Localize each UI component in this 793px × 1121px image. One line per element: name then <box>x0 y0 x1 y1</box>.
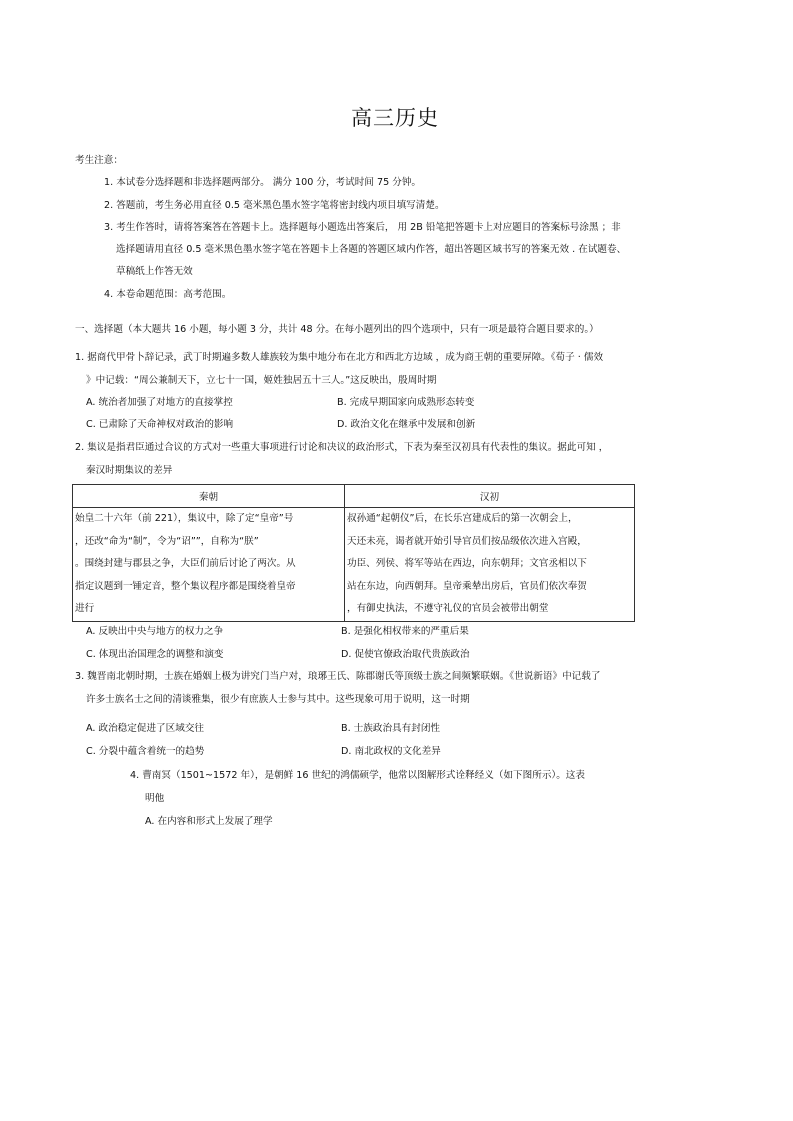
table-line: 。围绕封建与郡县之争，大臣们前后讨论了两次。从 <box>75 558 296 569</box>
option-1c: C. 已肃除了天命神权对政治的影响 <box>86 419 234 430</box>
notice-item: 1. 本试卷分选择题和非选择题两部分。 满分 100 分，考试时间 75 分钟。 <box>104 177 422 188</box>
notice-item: 选择题请用直径 0.5 毫米黑色墨水签字笔在答题卡上各题的答题区域内作答，超出答题区域书写的答案无效 . 在试题卷、 <box>116 244 627 255</box>
table-line: 进行 <box>75 603 95 614</box>
table-header-qin: 秦朝 <box>73 485 345 508</box>
page-title: 高三历史 <box>351 106 439 130</box>
table-line: ，有御史执法，不遵守礼仪的官员会被带出朝堂 <box>347 603 549 614</box>
table-line: 天还未亮，谒者就开始引导官员们按品级依次进入宫殿， <box>347 535 587 547</box>
table-line: 指定议题到一锤定音，整个集议程序都是围绕着皇帝 <box>75 580 296 592</box>
option-3c: C. 分裂中蕴含着统一的趋势 <box>86 746 205 757</box>
option-1a: A. 统治者加强了对地方的直接掌控 <box>86 397 233 408</box>
option-2a: A. 反映出中央与地方的权力之争 <box>86 626 224 637</box>
table-header-han: 汉初 <box>345 485 635 508</box>
notice-item: 3. 考生作答时，请将答案答在答题卡上。选择题每小题选出答案后， 用 2B 铅笔把答题卡上对应题目的答案标号涂黑 ；非 <box>104 222 621 233</box>
comparison-table <box>72 484 635 622</box>
option-1b: B. 完成早期国家向成熟形态转变 <box>337 397 475 408</box>
notice-item: 草稿纸上作答无效 <box>116 266 193 277</box>
table-line: 始皇二十六年（前 221），集议中，除了定“皇帝”号 <box>75 513 294 524</box>
option-1d: D. 政治文化在继承中发展和创新 <box>337 419 476 430</box>
table-line: 功臣、列侯、将军等站在西边，向东朝拜；文官丞相以下 <box>347 558 587 569</box>
question-2-stem: 秦汉时期集议的差异 <box>86 465 173 476</box>
notice-item: 2. 答题前，考生务必用直径 0.5 毫米黑色墨水签字笔将密封线内项目填写清楚。 <box>104 200 445 211</box>
question-3-stem: 许多士族名士之间的清谈雅集，很少有庶族人士参与其中。这些现象可用于说明，这一时期 <box>86 694 470 705</box>
option-2c: C. 体现出治国理念的调整和演变 <box>86 649 224 660</box>
option-3a: A. 政治稳定促进了区域交往 <box>86 723 205 734</box>
table-cell-qin <box>73 508 345 622</box>
option-4a: A. 在内容和形式上发展了理学 <box>145 816 273 827</box>
option-3b: B. 士族政治具有封闭性 <box>341 723 441 734</box>
notice-item: 4. 本卷命题范围：高考范围。 <box>104 289 232 300</box>
section-heading: 一、选择题（本大题共 16 小题，每小题 3 分，共计 48 分。在每小题列出的四个选项中，只有一项是最符合题目要求的。） <box>75 324 599 335</box>
option-3d: D. 南北政权的文化差异 <box>341 746 441 757</box>
question-4-stem: 4. 曹南冥（1501~1572 年），是朝鲜 16 世纪的鸿儒硕学，他常以图解形式诠释经义（如下图所示）。这表 <box>130 770 585 781</box>
table-line: 叔孙通“起朝仪”后，在长乐宫建成后的第一次朝会上， <box>347 513 578 524</box>
question-4-stem: 明他 <box>145 793 165 804</box>
table-cell-han <box>345 508 635 622</box>
table-line: ，还改“命为“制”，令为“诏””，自称为“朕” <box>75 535 259 547</box>
question-1-stem: 》中记载：“周公兼制天下，立七十一国，姬姓独居五十三人。”这反映出，殷周时期 <box>86 375 437 386</box>
option-2d: D. 促使官僚政治取代贵族政治 <box>341 649 470 660</box>
question-1-stem: 1. 据商代甲骨卜辞记录，武丁时期遍多数人雄族较为集中地分布在北方和西北方边域 ，成为商王朝的重要屏障。《荀子 · 儒效 <box>75 352 604 363</box>
option-2b: B. 是强化相权带来的严重后果 <box>341 626 469 637</box>
question-2-stem: 2. 集议是指君臣通过合议的方式对一些重大事项进行讨论和决议的政治形式，下表为秦至汉初具有代表性的集议。据此可知 ， <box>75 442 609 453</box>
notice-heading: 考生注意： <box>75 155 123 166</box>
question-3-stem: 3. 魏晋南北朝时期，士族在婚姻上极为讲究门当户对，琅琊王氏、陈郡谢氏等顶级士族之间频繁联姻。《世说新语》中记载了 <box>75 671 601 682</box>
table-line: 站在东边，向西朝拜。皇帝乘辇出房后，官员们依次奉贺 <box>347 580 587 592</box>
